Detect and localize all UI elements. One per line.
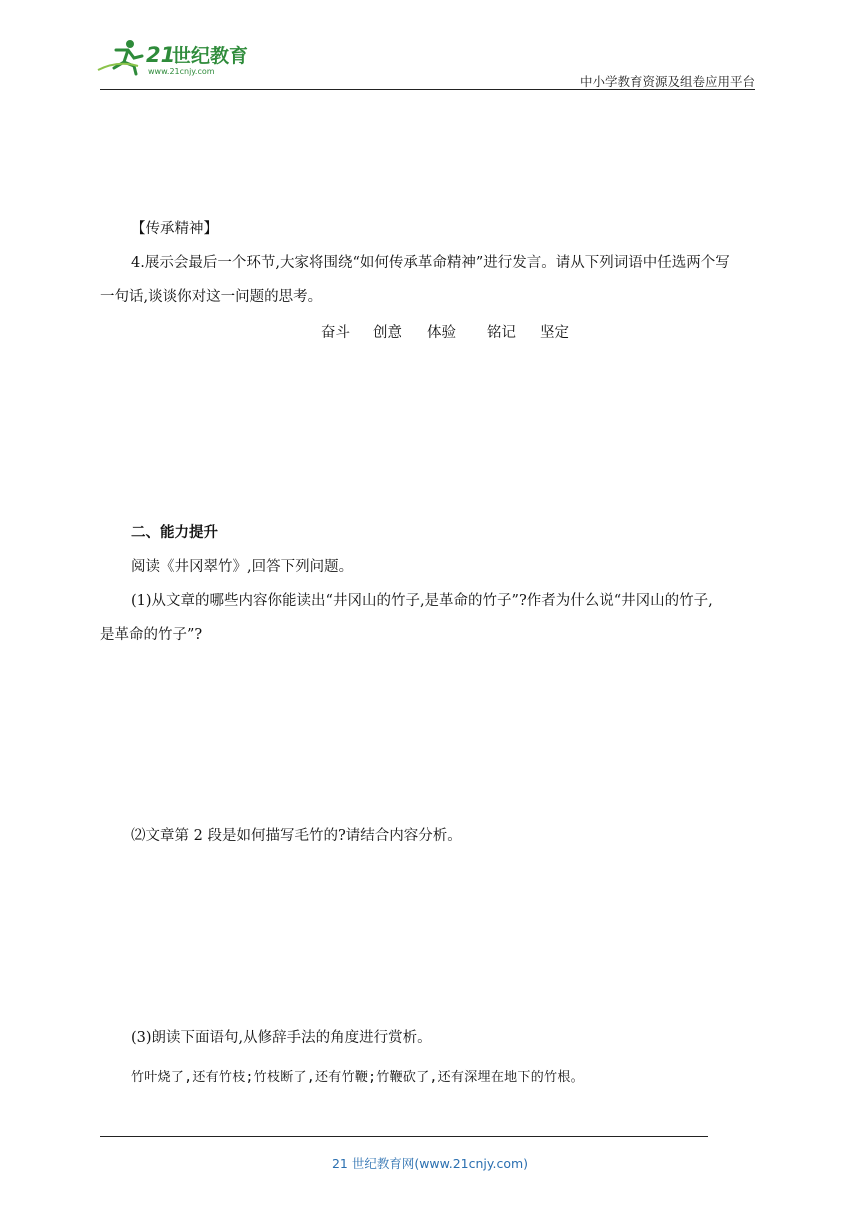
site-logo: [94, 36, 264, 80]
word-choice: 坚定: [540, 325, 569, 341]
word-choice: 创意: [373, 325, 402, 341]
question-1-line1: (1)从文章的哪些内容你能读出“井冈山的竹子,是革命的竹子”?作者为什么说“井冈山的竹子,: [131, 593, 713, 609]
word-choice: 体验: [427, 325, 456, 341]
question-1-line2: 是革命的竹子”?: [100, 627, 203, 643]
header-divider: [100, 89, 755, 90]
question-4-line1: 4.展示会最后一个环节,大家将围绕“如何传承革命精神”进行发言。请从下列词语中任选两个写: [131, 255, 730, 271]
word-choice: 铭记: [487, 325, 516, 341]
svg-text:www.21cnjy.com: www.21cnjy.com: [148, 67, 215, 76]
word-choice: 奋斗: [321, 325, 350, 341]
section-heading-ability: 二、能力提升: [131, 524, 218, 541]
question-3: (3)朗读下面语句,从修辞手法的角度进行赏析。: [131, 1030, 432, 1046]
runner-logo-icon: [94, 36, 264, 80]
footer-link[interactable]: 21 世纪教育网(www.21cnjy.com): [331, 1156, 529, 1171]
question-2: ⑵文章第 2 段是如何描写毛竹的?请结合内容分析。: [131, 828, 462, 844]
reading-intro: 阅读《井冈翠竹》,回答下列问题。: [131, 559, 354, 575]
svg-text:21: 21: [146, 43, 176, 67]
footer-divider: [100, 1136, 708, 1137]
section-heading-inherit: 【传承精神】: [131, 221, 218, 237]
quoted-sentence: 竹叶烧了,还有竹枝;竹枝断了,还有竹鞭;竹鞭砍了,还有深埋在地下的竹根。: [131, 1070, 584, 1085]
svg-text:世纪教育: 世纪教育: [172, 45, 249, 67]
question-4-line2: 一句话,谈谈你对这一问题的思考。: [100, 289, 323, 305]
platform-tagline: 中小学教育资源及组卷应用平台: [579, 74, 755, 89]
